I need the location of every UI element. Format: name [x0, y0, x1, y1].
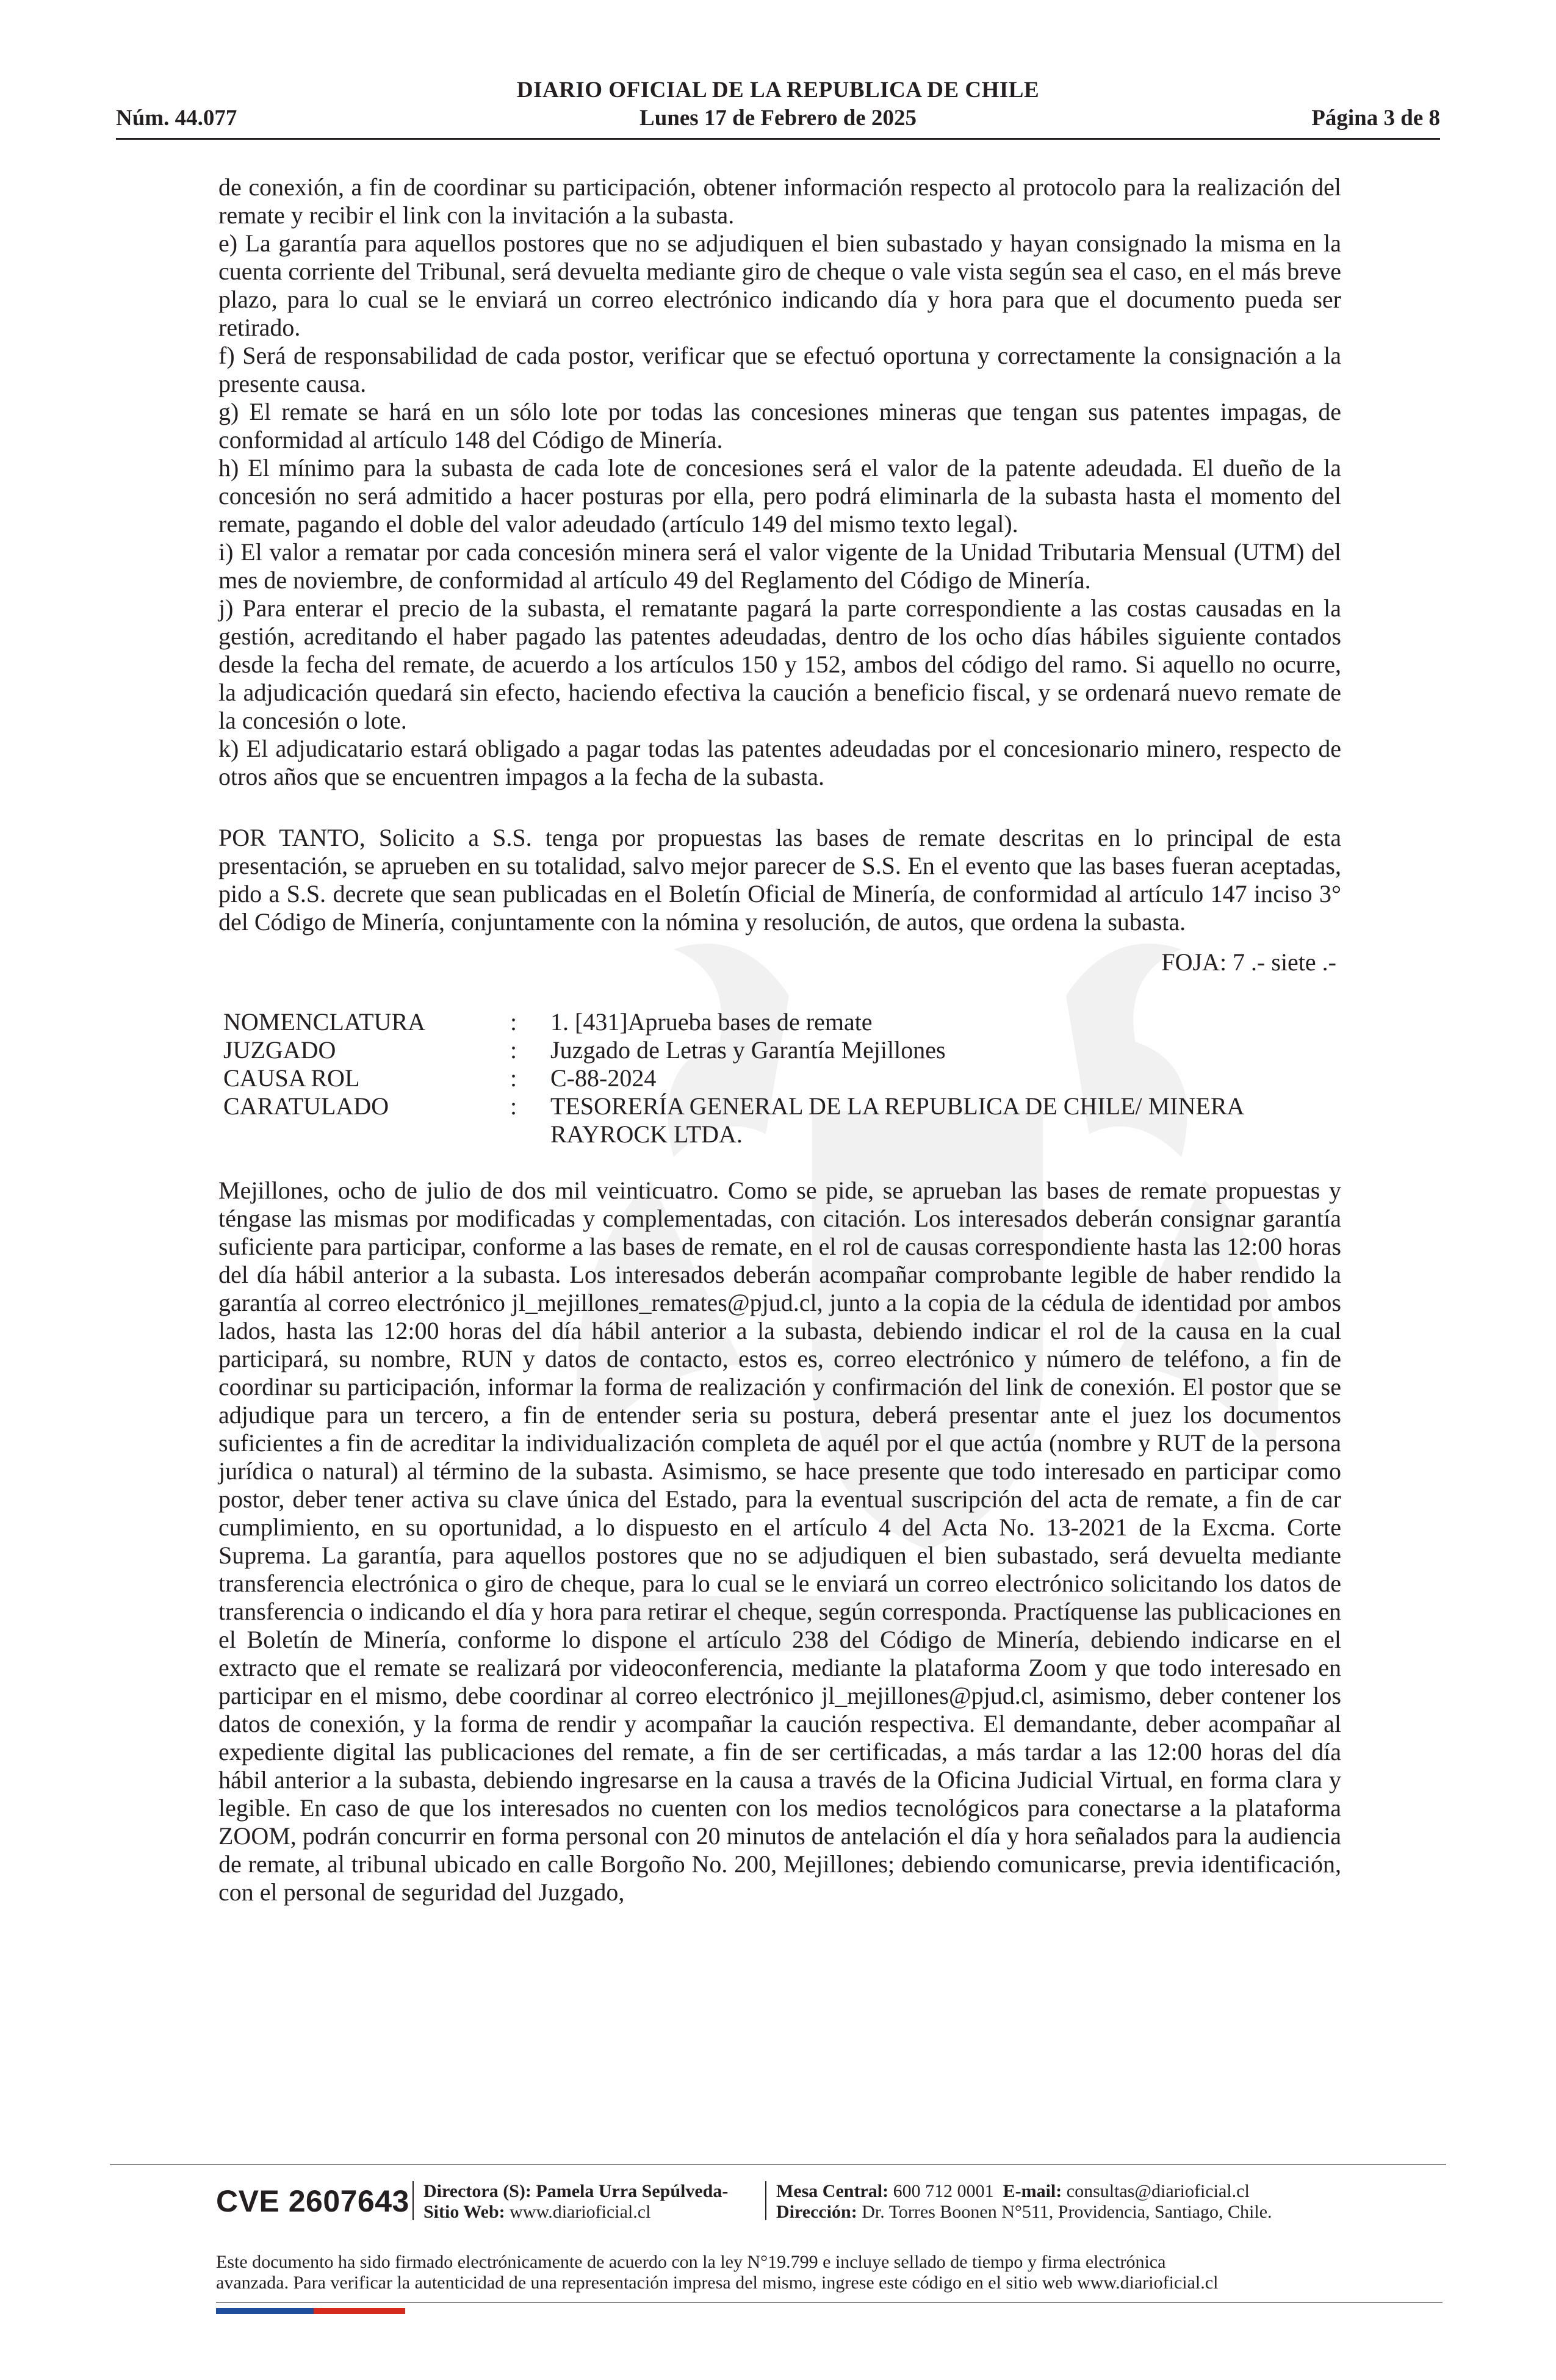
website-line [423, 2202, 728, 2223]
mesa-phone: 600 712 0001 [893, 2181, 994, 2201]
paragraph-item-g: g) El remate se hará en un sólo lote por todas las concesiones mineras que tengan sus patentes impagas, de conformidad al artículo 148 del Código de Minería. [218, 398, 1341, 453]
paragraph-item-i: i) El valor a rematar por cada concesión minera será el valor vigente de la Unidad Tributaria Mensual (UTM) del mes de noviembre, de conformidad al artículo 49 del Reglamento del Código de Minería. [218, 538, 1341, 594]
email-link[interactable]: consultas@diarioficial.cl [1066, 2181, 1250, 2201]
director-name: Pamela Urra Sepúlveda- [536, 2181, 729, 2201]
meta-separator: : [510, 1092, 517, 1120]
document-body [218, 173, 1341, 1906]
meta-row-causa-rol [218, 1064, 1341, 1092]
meta-separator: : [510, 1064, 517, 1092]
disclaimer-line-1: Este documento ha sido firmado electrónicamente de acuerdo con la ley N°19.799 e incluye sellado de tiempo y firma electrónica [216, 2252, 1166, 2272]
meta-key: CAUSA ROL [223, 1064, 360, 1092]
issue-number: Núm. 44.077 [116, 106, 237, 131]
meta-value: TESORERÍA GENERAL DE LA REPUBLICA DE CHILE/ MINERA RAYROCK LTDA. [550, 1092, 1244, 1148]
paragraph-resolution: Mejillones, ocho de julio de dos mil veinticuatro. Como se pide, se aprueban las bases de remate propuestas y téngase las mismas por modificadas y complementadas, con citación. Los interesados deberán consignar garantía suficiente para participar, conforme a las bases de remate, en el rol de causas correspondiente hasta las 12:00 horas del día hábil anterior a la subasta. Los interesados deberán acompañar comprobante legible de haber rendido la garantía al correo electrónico jl_mejillones_remates@pjud.cl, junto a la copia de la cédula de identidad por ambos lados, hasta las 12:00 horas del día hábil anterior a la subasta, debiendo indicar el rol de la causa en la cual participará, su nombre, RUN y datos de contacto, estos es, correo electrónico y número de teléfono, a fin de coordinar su participación, informar la forma de realización y confirmación del link de conexión. El postor que se adjudique para un tercero, a fin de entender seria su postura, deberá presentar ante el juez los documentos suficientes a fin de acreditar la individualización completa de aquél por el que actúa (nombre y RUT de la persona jurídica o natural) al término de la subasta. Asimismo, se hace presente que todo interesado en participar como postor, deber tener activa su clave única del Estado, para la eventual suscripción del acta de remate, a fin de car cumplimiento, en su oportunidad, a lo dispuesto en el artículo 4 del Acta No. 13-2021 de la Excma. Corte Suprema. La garantía, para aquellos postores que no se adjudiquen el bien subastado, será devuelta mediante transferencia electrónica o giro de cheque, para lo cual se le enviará un correo electrónico solicitando los datos de transferencia o indicando el día y hora para retirar el cheque, según corresponda. Practíquense las publicaciones en el Boletín de Minería, conforme lo dispone el artículo 238 del Código de Minería, debiendo indicarse en el extracto que el remate se realizará por videoconferencia, mediante la plataforma Zoom y que todo interesado en participar en el mismo, debe coordinar al correo electrónico jl_mejillones@pjud.cl, asimismo, deber contener los datos de conexión, y la forma de rendir y acompañar la caución respectiva. El demandante, deber acompañar al expediente digital las publicaciones del remate, a fin de ser certificadas, a más tardar a las 12:00 horas del día hábil anterior a la subasta, debiendo ingresarse en la causa a través de la Oficina Judicial Virtual, en forma clara y legible. En caso de que los interesados no cuenten con los medios tecnológicos para conectarse a la plataforma ZOOM, podrán concurrir en forma personal con 20 minutos de antelación el día y hora señalados para la audiencia de remate, al tribunal ubicado en calle Borgoño No. 200, Mejillones; debiendo comunicarse, previa identificación, con el personal de seguridad del Juzgado, [218, 1177, 1341, 1906]
contact-line [776, 2181, 1272, 2202]
email-label: E-mail: [1003, 2181, 1062, 2201]
footer-divider [110, 2164, 1446, 2165]
meta-key: CARATULADO [223, 1092, 389, 1120]
meta-value: 1. [431]Aprueba bases de remate [550, 1008, 873, 1036]
paragraph-por-tanto: POR TANTO, Solicito a S.S. tenga por propuestas las bases de remate descritas en lo principal de esta presentación, se aprueben en su totalidad, salvo mejor parecer de S.S. En el evento que las bases fueran aceptadas, pido a S.S. decrete que sean publicadas en el Boletín Oficial de Minería, de conformidad al artículo 147 inciso 3° del Código de Minería, conjuntamente con la nómina y resolución, de autos, que ordena la subasta. [218, 824, 1341, 936]
footer-separator [412, 2181, 414, 2220]
paragraph-item-j: j) Para enterar el precio de la subasta, el rematante pagará la parte correspondiente a las costas causadas en la gestión, acreditando el haber pagado las patentes adeudadas, dentro de los ocho días hábiles siguiente contados desde la fecha del remate, de acuerdo a los artículos 150 y 152, ambos del código del ramo. Si aquello no ocurre, la adjudicación quedará sin efecto, haciendo efectiva la caución a beneficio fiscal, y se ordenará nuevo remate de la concesión o lote. [218, 594, 1341, 734]
paragraph-item-f: f) Será de responsabilidad de cada postor, verificar que se efectuó oportuna y correctamente la consignación a la presente causa. [218, 342, 1341, 397]
meta-key: JUZGADO [223, 1036, 336, 1064]
address-line [776, 2202, 1272, 2223]
meta-row-juzgado [218, 1036, 1341, 1064]
bottom-divider [216, 2302, 1443, 2303]
address-value: Dr. Torres Boonen N°511, Providencia, Santiago, Chile. [862, 2202, 1272, 2222]
footer-separator [765, 2181, 766, 2220]
disclaimer-line-2: avanzada. Para verificar la autenticidad de una representación impresa del mismo, ingrese este código en el sitio web www.diarioficial.cl [216, 2273, 1219, 2293]
publication-title: DIARIO OFICIAL DE LA REPUBLICA DE CHILE [516, 78, 1040, 103]
foja-label: FOJA: 7 .- siete .- [1161, 948, 1336, 976]
meta-separator: : [510, 1036, 517, 1064]
website-link[interactable]: www.diarioficial.cl [510, 2202, 651, 2222]
spacer [218, 791, 1341, 824]
flag-blue-segment [216, 2308, 314, 2314]
paragraph-item-k: k) El adjudicatario estará obligado a pagar todas las patentes adeudadas por el concesionario minero, respecto de otros años que se encuentren impagos a la fecha de la subasta. [218, 735, 1341, 790]
director-line [423, 2181, 728, 2202]
paragraph-connection: de conexión, a fin de coordinar su participación, obtener información respecto al protocolo para la realización del remate y recibir el link con la invitación a la subasta. [218, 173, 1341, 229]
header-divider [116, 138, 1440, 140]
page-footer [216, 2179, 1375, 2227]
meta-row-caratulado [218, 1092, 1341, 1149]
paragraph-item-h: h) El mínimo para la subasta de cada lote de concesiones será el valor de la patente adeudada. El dueño de la concesión no será admitido a hacer posturas por ella, pero podrá eliminarla de la subasta hasta el momento del remate, pagando el doble del valor adeudado (artículo 149 del mismo texto legal). [218, 454, 1341, 538]
page-indicator: Página 3 de 8 [1311, 106, 1440, 131]
mesa-label: Mesa Central: [776, 2181, 889, 2201]
footer-director-block [423, 2181, 728, 2223]
website-label: Sitio Web: [423, 2202, 505, 2222]
case-metadata [218, 1008, 1341, 1149]
flag-red-segment [314, 2308, 405, 2314]
paragraph-item-e: e) La garantía para aquellos postores que no se adjudiquen el bien subastado y hayan consignado la misma en la cuenta corriente del Tribunal, será devuelta mediante giro de cheque o vale vista según sea el caso, en el más breve plazo, para lo cual se le enviará un correo electrónico indicando día y hora para que el documento pueda ser retirado. [218, 229, 1341, 341]
cve-code: CVE 2607643 [216, 2184, 409, 2218]
meta-value: Juzgado de Letras y Garantía Mejillones [550, 1036, 946, 1064]
signature-disclaimer [216, 2252, 1375, 2293]
address-label: Dirección: [776, 2202, 857, 2222]
footer-contact-block [776, 2181, 1272, 2223]
meta-row-nomenclatura [218, 1008, 1341, 1036]
meta-key: NOMENCLATURA [223, 1008, 426, 1036]
director-label: Directora (S): [423, 2181, 531, 2201]
meta-value: C-88-2024 [550, 1064, 657, 1092]
flag-stripe [216, 2308, 405, 2314]
meta-separator: : [510, 1008, 517, 1036]
page-header [116, 73, 1440, 140]
publication-date: Lunes 17 de Febrero de 2025 [639, 106, 917, 131]
